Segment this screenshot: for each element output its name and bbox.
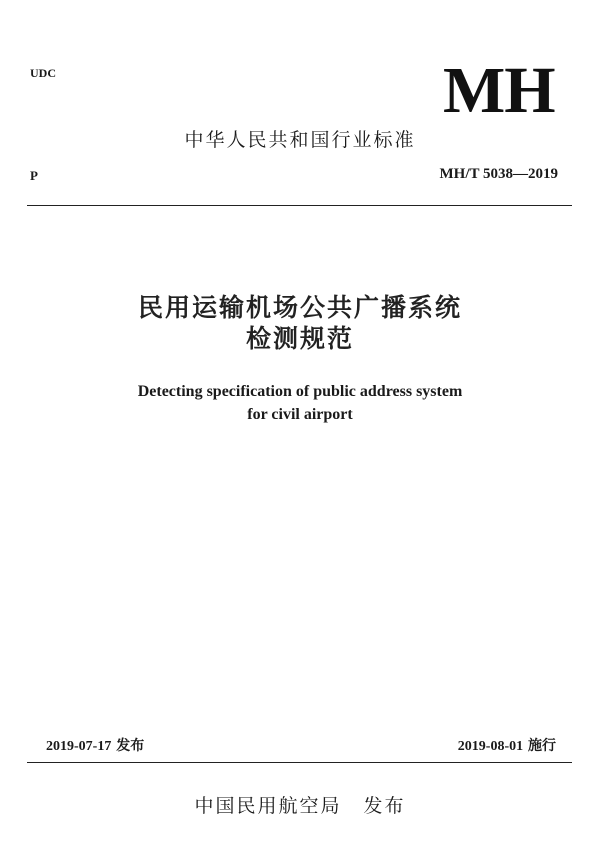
english-title-line-2: for civil airport bbox=[247, 406, 353, 423]
english-title bbox=[0, 380, 600, 426]
publisher-name: 中国民用航空局 bbox=[194, 795, 342, 817]
chinese-title-line-2: 检测规范 bbox=[245, 324, 354, 353]
issue-date: 2019-07-17 bbox=[46, 739, 112, 754]
standard-type-heading: 中华人民共和国行业标准 bbox=[184, 129, 416, 151]
ics-classification: P bbox=[30, 168, 38, 183]
issue-label: 发布 bbox=[116, 738, 145, 754]
implementation-date: 2019-08-01 bbox=[457, 739, 524, 754]
udc-label: UDC bbox=[30, 66, 56, 80]
implementation-date-block bbox=[458, 735, 556, 755]
chinese-title-line-1: 民用运输机场公共广播系统 bbox=[137, 293, 462, 322]
publish-label: 发布 bbox=[363, 795, 406, 817]
implementation-label: 施行 bbox=[528, 738, 556, 754]
chinese-title bbox=[0, 292, 600, 354]
issue-date-block bbox=[46, 735, 144, 755]
english-title-line-1: Detecting specification of public address system bbox=[137, 383, 463, 400]
top-divider bbox=[27, 205, 572, 206]
publisher-line bbox=[0, 791, 600, 818]
bottom-divider bbox=[27, 762, 572, 763]
mh-logo: MH bbox=[443, 54, 555, 127]
standard-number: MH/T 5038—2019 bbox=[439, 166, 558, 182]
